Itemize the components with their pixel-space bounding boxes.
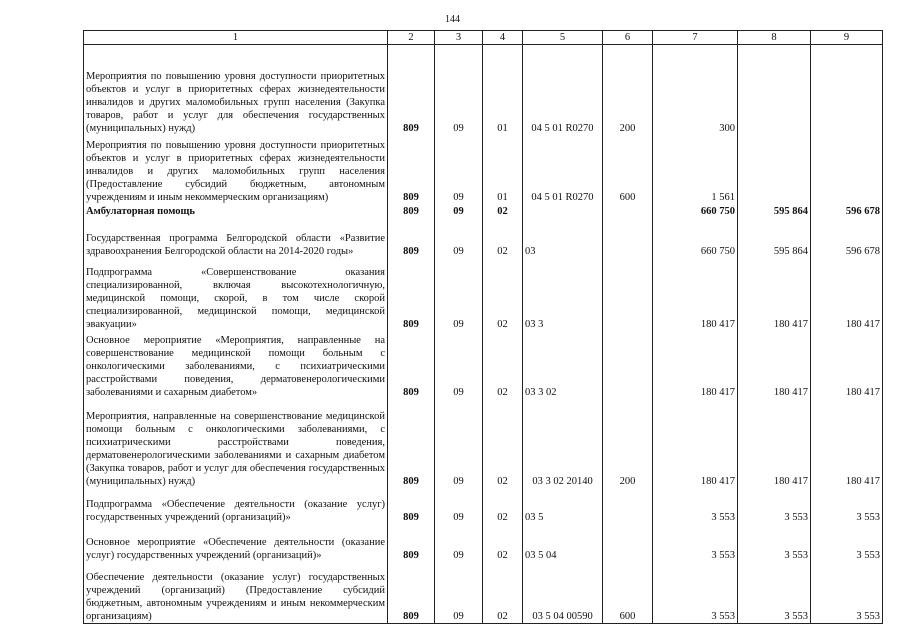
cell-amount-2: 595 864 (738, 218, 811, 258)
cell-target-article: 04 5 01 R0270 (523, 45, 603, 135)
cell-admin-code: 809 (388, 524, 435, 562)
header-cell: 5 (523, 31, 603, 45)
cell-amount-1: 300 (653, 45, 738, 135)
cell-amount-3: 3 553 (811, 488, 883, 524)
cell-section: 09 (435, 399, 483, 488)
table-row (84, 45, 883, 135)
cell-amount-1: 3 553 (653, 524, 738, 562)
cell-amount-2: 3 553 (738, 562, 811, 624)
cell-section: 09 (435, 218, 483, 258)
cell-admin-code: 809 (388, 331, 435, 399)
cell-amount-3 (811, 45, 883, 135)
cell-target-article: 03 5 04 (523, 524, 603, 562)
cell-amount-2: 180 417 (738, 399, 811, 488)
cell-amount-2: 3 553 (738, 524, 811, 562)
cell-section: 09 (435, 45, 483, 135)
cell-expense-type (603, 218, 653, 258)
table-row (84, 258, 883, 331)
cell-subsection: 02 (483, 218, 523, 258)
cell-subsection: 02 (483, 258, 523, 331)
cell-amount-3: 596 678 (811, 204, 883, 218)
cell-subsection: 02 (483, 204, 523, 218)
cell-amount-2 (738, 135, 811, 204)
cell-amount-1: 180 417 (653, 258, 738, 331)
cell-expense-type (603, 331, 653, 399)
cell-admin-code: 809 (388, 45, 435, 135)
row-name: Мероприятия по повышению уровня доступности приоритетных объектов и услуг в приоритетных сферах жизнедеятельности инвалидов и других маломобильных групп населения (Предоставление субсидий бюджетным, автономным учреждениям и иным некоммерческим организациям) (84, 135, 388, 204)
cell-target-article: 03 5 04 00590 (523, 562, 603, 624)
header-cell: 9 (811, 31, 883, 45)
table-row (84, 218, 883, 258)
cell-target-article (523, 204, 603, 218)
cell-subsection: 02 (483, 399, 523, 488)
cell-amount-1: 3 553 (653, 562, 738, 624)
cell-amount-2: 3 553 (738, 488, 811, 524)
cell-section: 09 (435, 331, 483, 399)
header-row (84, 31, 883, 45)
cell-amount-3: 180 417 (811, 331, 883, 399)
row-name: Подпрограмма «Совершенствование оказания специализированной, включая высокотехнологичную, медицинской помощи, скорой, в том числе скорой специализированной, медицинской помощи, медицинской эвакуации» (84, 258, 388, 331)
cell-amount-1: 660 750 (653, 218, 738, 258)
cell-subsection: 02 (483, 331, 523, 399)
cell-target-article: 03 3 (523, 258, 603, 331)
table-row (84, 524, 883, 562)
cell-amount-1: 1 561 (653, 135, 738, 204)
table-row (84, 331, 883, 399)
cell-target-article: 03 5 (523, 488, 603, 524)
cell-amount-1: 180 417 (653, 331, 738, 399)
cell-target-article: 04 5 01 R0270 (523, 135, 603, 204)
table-row (84, 562, 883, 624)
cell-expense-type (603, 204, 653, 218)
cell-expense-type: 600 (603, 135, 653, 204)
cell-subsection: 02 (483, 562, 523, 624)
row-name: Обеспечение деятельности (оказание услуг) государственных учреждений (организаций) (Предоставление субсидий бюджетным, автономным учреждениям и иным некоммерческим организациям) (84, 562, 388, 624)
cell-amount-3 (811, 135, 883, 204)
cell-admin-code: 809 (388, 258, 435, 331)
row-name: Государственная программа Белгородской области «Развитие здравоохранения Белгородской области на 2014-2020 годы» (84, 218, 388, 258)
header-cell: 4 (483, 31, 523, 45)
table-row (84, 135, 883, 204)
cell-target-article: 03 3 02 20140 (523, 399, 603, 488)
cell-section: 09 (435, 258, 483, 331)
cell-expense-type: 200 (603, 45, 653, 135)
table-row (84, 488, 883, 524)
cell-amount-1: 660 750 (653, 204, 738, 218)
table-row (84, 399, 883, 488)
page-number: 144 (445, 14, 460, 25)
header-cell: 1 (84, 31, 388, 45)
header-cell: 3 (435, 31, 483, 45)
cell-expense-type (603, 258, 653, 331)
cell-subsection: 01 (483, 45, 523, 135)
cell-amount-2: 180 417 (738, 331, 811, 399)
row-name: Основное мероприятие «Мероприятия, направленные на совершенствование медицинской помощи больным с онкологическими заболеваниями, с психиатрическими расстройствами поведения, дерматовенерологическими заболеваниями и сахарным диабетом» (84, 331, 388, 399)
header-cell: 6 (603, 31, 653, 45)
cell-amount-2 (738, 45, 811, 135)
cell-section: 09 (435, 135, 483, 204)
cell-admin-code: 809 (388, 204, 435, 218)
row-name: Мероприятия по повышению уровня доступности приоритетных объектов и услуг в приоритетных сферах жизнедеятельности инвалидов и других маломобильных групп населения (Закупка товаров, работ и услуг для обеспечения государственных (муниципальных) нужд) (84, 45, 388, 135)
cell-amount-3: 180 417 (811, 258, 883, 331)
budget-table (83, 30, 883, 624)
cell-section: 09 (435, 524, 483, 562)
cell-expense-type (603, 488, 653, 524)
cell-admin-code: 809 (388, 488, 435, 524)
row-name: Подпрограмма «Обеспечение деятельности (оказание услуг) государственных учреждений (организаций)» (84, 488, 388, 524)
cell-amount-3: 180 417 (811, 399, 883, 488)
cell-target-article: 03 3 02 (523, 331, 603, 399)
cell-amount-1: 180 417 (653, 399, 738, 488)
cell-expense-type (603, 524, 653, 562)
header-cell: 2 (388, 31, 435, 45)
cell-admin-code: 809 (388, 135, 435, 204)
row-name: Мероприятия, направленные на совершенствование медицинской помощи больным с онкологическими заболеваниями, с психиатрическими расстройствами поведения, дерматовенерологическими заболеваниями и сахарным диабетом (Закупка товаров, работ и услуг для обеспечения государственных (муниципальных) нужд) (84, 399, 388, 488)
cell-admin-code: 809 (388, 562, 435, 624)
cell-subsection: 01 (483, 135, 523, 204)
table-row (84, 204, 883, 218)
cell-amount-3: 596 678 (811, 218, 883, 258)
cell-amount-2: 180 417 (738, 258, 811, 331)
cell-amount-3: 3 553 (811, 562, 883, 624)
cell-amount-3: 3 553 (811, 524, 883, 562)
header-cell: 7 (653, 31, 738, 45)
cell-section: 09 (435, 488, 483, 524)
cell-subsection: 02 (483, 524, 523, 562)
cell-expense-type: 200 (603, 399, 653, 488)
cell-amount-1: 3 553 (653, 488, 738, 524)
row-name: Основное мероприятие «Обеспечение деятельности (оказание услуг) государственных учреждений (организаций)» (84, 524, 388, 562)
cell-admin-code: 809 (388, 399, 435, 488)
cell-section: 09 (435, 562, 483, 624)
cell-subsection: 02 (483, 488, 523, 524)
cell-admin-code: 809 (388, 218, 435, 258)
cell-section: 09 (435, 204, 483, 218)
cell-target-article: 03 (523, 218, 603, 258)
row-name: Амбулаторная помощь (84, 204, 388, 218)
header-cell: 8 (738, 31, 811, 45)
cell-expense-type: 600 (603, 562, 653, 624)
cell-amount-2: 595 864 (738, 204, 811, 218)
